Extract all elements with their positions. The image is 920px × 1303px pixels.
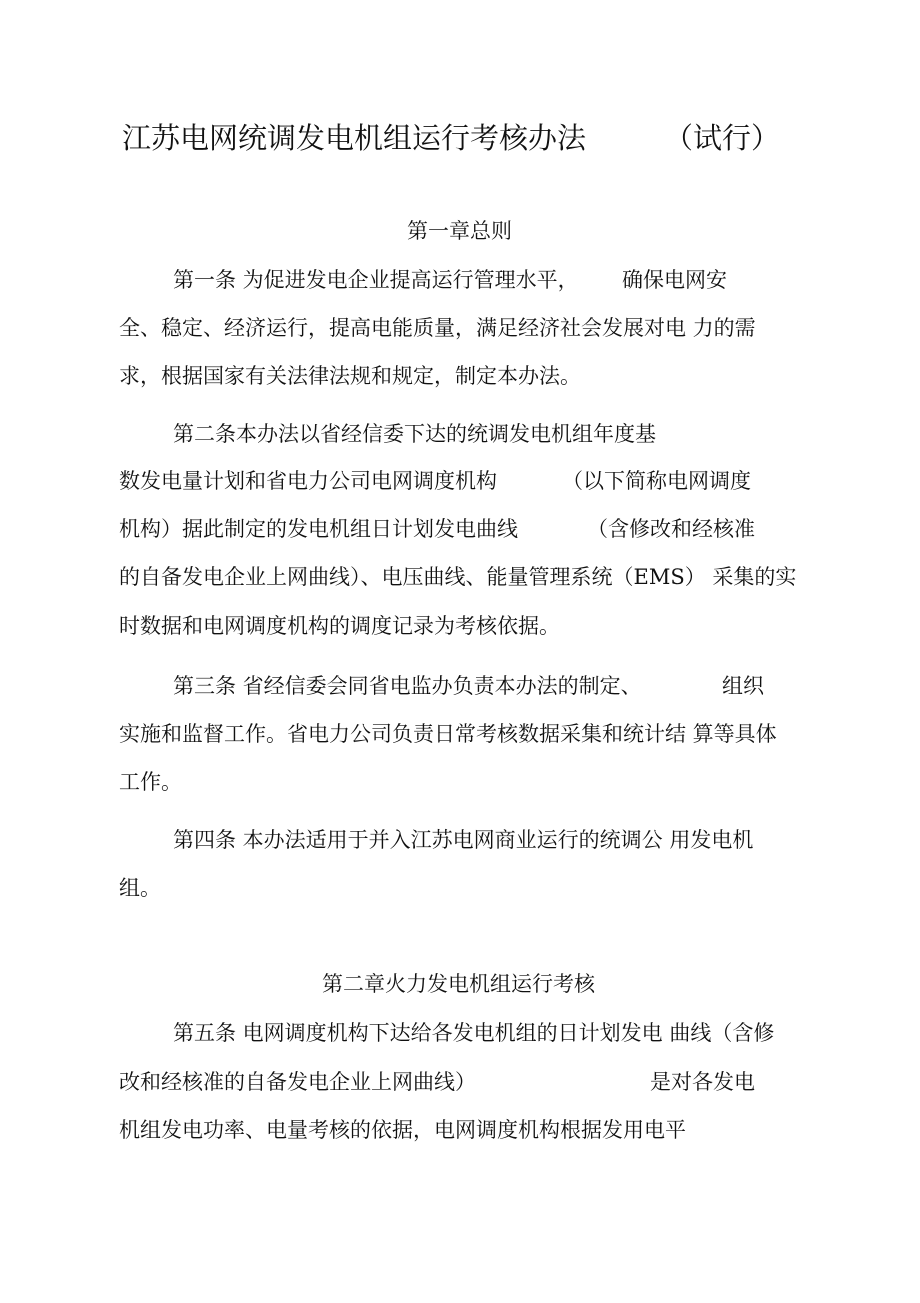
paragraph-line: 机构）据此制定的发电机组日计划发电曲线 [119, 517, 518, 541]
paragraph-line: 全、稳定、经济运行，提高电能质量，满足经济社会发展对电 力的需 [119, 316, 756, 340]
paragraph-line: 工作。 [119, 770, 182, 794]
paragraph-line: 第一条 为促进发电企业提高运行管理水平， [173, 268, 579, 292]
paragraph-line: 组织 [722, 674, 764, 698]
paragraph-line: 时数据和电网调度机构的调度记录为考核依据。 [119, 614, 560, 638]
paragraph-line: 确保电网安 [622, 268, 727, 292]
paragraph-line: 实施和监督工作。省电力公司负责日常考核数据采集和统计结 算等具体 [119, 722, 777, 746]
paragraph-line: （含修改和经核准 [587, 517, 755, 541]
document-title-suffix: （试行） [664, 121, 781, 155]
chapter-heading: 第一章总则 [407, 219, 512, 243]
paragraph-line: 组。 [119, 876, 161, 900]
paragraph-line: 改和经核准的自备发电企业上网曲线） [119, 1070, 476, 1094]
paragraph-line: 第三条 省经信委会同省电监办负责本办法的制定、 [173, 674, 642, 698]
chapter-heading: 第二章火力发电机组运行考核 [322, 972, 595, 996]
paragraph-line: 第二条本办法以省经信委下达的统调发电机组年度基 [173, 422, 656, 446]
paragraph-line: 机组发电功率、电量考核的依据，电网调度机构根据发用电平 [119, 1118, 686, 1142]
paragraph-line: 第五条 电网调度机构下达给各发电机组的日计划发电 曲线（含修 [173, 1021, 775, 1045]
paragraph-line: 数发电量计划和省电力公司电网调度机构 [119, 469, 497, 493]
paragraph-line: 的自备发电企业上网曲线）、电压曲线、能量管理系统（EMS） 采集的实 [119, 565, 797, 589]
document-title: 江苏电网统调发电机组运行考核办法 [122, 121, 587, 155]
paragraph-line: （以下简称电网调度 [562, 469, 751, 493]
paragraph-line: 是对各发电 [650, 1070, 755, 1094]
paragraph-line: 第四条 本办法适用于并入江苏电网商业运行的统调公 用发电机 [173, 828, 754, 852]
paragraph-line: 求，根据国家有关法律法规和规定，制定本办法。 [119, 364, 581, 388]
